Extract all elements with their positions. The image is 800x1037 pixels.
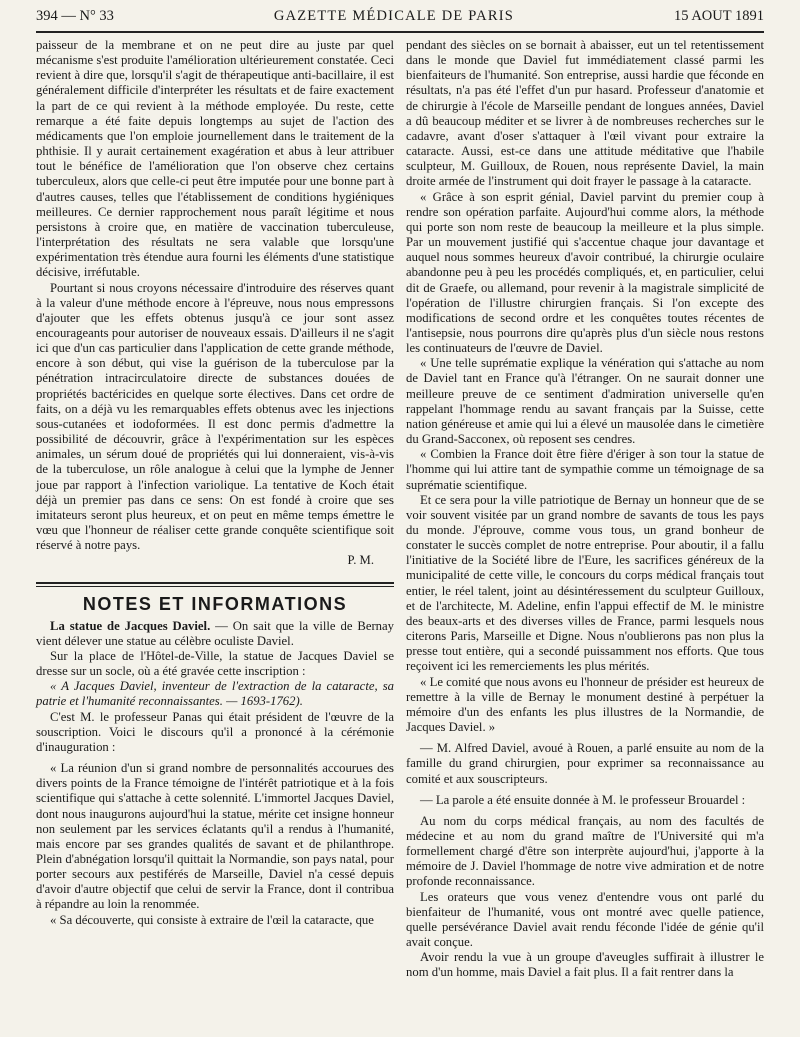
paragraph: Les orateurs que vous venez d'entendre vous ont parlé du bienfaiteur de l'humanité, vous ont montré avec quelle patience, quelle persévérance Daviel avait rendu féconde l'idée de génie qu'il avait conçue. [406,889,764,950]
author-signature: P. M. [347,553,374,568]
paragraph [36,619,394,649]
paragraph: Sur la place de l'Hôtel-de-Ville, la statue de Jacques Daviel se dresse sur un socle, où a été gravée cette inscription : [36,648,394,679]
article-heading: La statue de Jacques Daviel. [50,618,211,633]
paragraph: — M. Alfred Daviel, avoué à Rouen, a parlé ensuite au nom de la famille du grand chirurgien, pour exprimer sa reconnaissance au comité et aux souscripteurs. [406,741,764,786]
paragraph: « Le comité que nous avons eu l'honneur de présider est heureux de remettre à la ville de Bernay le monument destiné à perpétuer la mémoire d'un des enfants les plus illustres de la Normandie, de Jacques Daviel. » [406,674,764,735]
left-column [36,38,394,981]
paragraph: — La parole a été ensuite donnée à M. le professeur Brouardel : [420,792,746,807]
section-divider [36,582,394,587]
paragraph: Pourtant si nous croyons nécessaire d'introduire des réserves quant à la valeur d'une méthode encore à l'épreuve, nous nous empressons d'ajouter que les effets obtenus jusqu'à ce jour sont assez encourageants pour autoriser de nouveaux essais. D'ailleurs il ne s'agit ici que d'un cas particulier dans l'application de cette grande méthode, encore à son début, qui vise la guérison de la tuberculose par la pénétration intracirculatoire directe de substances douées de propriétés bactéricides en quelque sorte électives. Dans cet ordre de faits, on a déjà vu les remarquables effets obtenus avec les injections sous-cutanées et iodoformées. Il est donc permis d'admettre la possibilité de découvrir, grâce à l'expérimentation sur les espèces animales, un sérum doué de propriétés qui lui donneraient, vis-à-vis de la tuberculose, un rôle analogue à celui que la lymphe de Jenner joue par rapport à l'infection variolique. La tentative de Koch était déjà un premier pas dans ce sens: On est fondé à croire que ses imitateurs seront plus heureux, et on peut en même temps émettre le vœu que l'honneur de réaliser cette grande conquête scientifique soit réservé à notre pays. [36,280,394,553]
paragraph: C'est M. le professeur Panas qui était président de l'œuvre de la souscription. Voici le discours qu'il a prononcé à la cérémonie d'inauguration : [36,709,394,754]
paragraph: « Une telle suprématie explique la vénération qui s'attache au nom de Daviel tant en France qu'à l'étranger. On ne saurait donner une meilleure preuve de ce sentiment d'admiration universelle qu'en rappelant l'hommage rendu au savant français par la Suisse, cette nation généreuse et amie qui lui a élevé un mausolée dans le cimetière du Grand-Sacconex, où reposent ses cendres. [406,356,764,447]
journal-title: GAZETTE MÉDICALE DE PARIS [273,8,515,24]
columns [36,38,764,981]
paragraph: Au nom du corps médical français, au nom des facultés de médecine et au nom du grand maître de l'Université qui m'a formellement chargé d'être son interprète aujourd'hui, j'apporte à la mémoire de J. Daviel l'hommage de notre vive admiration et de notre profonde reconnaissance. [406,813,764,889]
paragraph: « Combien la France doit être fière d'ériger à son tour la statue de l'homme qui lui attire tant de sympathie comme un témoignage de sa suprématie scientifique. [406,447,764,492]
paragraph: « Sa découverte, qui consiste à extraire de l'œil la cataracte, que [50,912,374,927]
paragraph: Avoir rendu la vue à un groupe d'aveugles suffirait à illustrer le nom d'un homme, mais Daviel a fait plus. Il a fait rentrer dans la [406,950,764,980]
article-intro: — On sait que la ville de Bernay vient délever une statue au célèbre oculiste Daviel. [36,618,394,648]
right-column [406,38,764,981]
paragraph: pendant des siècles on se bornait à abaisser, eut un tel retentissement dans le monde que Daviel fut immédiatement classé parmi les bienfaiteurs de l'humanité. Son entreprise, aussi hardie que féconde en résultats, n'a pas été l'effet d'un pur hasard. Professeur d'anatomie et de chirurgie à l'école de Marseille pendant de longues années, Daviel a dû beaucoup méditer et se livrer à de nombreuses recherches sur le cadavre, avant d'oser s'attaquer à l'œil vivant pour extraire la cataracte. Aussi, est-ce dans une attitude méditative que l'habile sculpteur, M. Guilloux, de Rouen, nous représente Daviel, la main droite armée de l'instrument qui doit frayer le passage à la cataracte. [406,38,764,189]
page-header [36,8,764,33]
issue-date: 15 AOUT 1891 [674,8,764,24]
section-title: NOTES ET INFORMATIONS [82,594,348,615]
paragraph: « La réunion d'un si grand nombre de personnalités accourues des divers points de la France témoigne de l'intérêt patriotique et à la fois scientifique qui s'attache à cette solennité. L'immortel Jacques Daviel, dont nous inaugurons aujourd'hui la statue, mérite cet insigne honneur non seulement par les services éclatants qu'il a rendus à l'humanité, mais encore par ses grandes qualités de savant et de philanthrope. Plein d'abnégation lorsqu'il quittait la Normandie, son pays natal, pour porter secours aux pestiférés de Marseille, Daviel n'a cessé depuis d'avoir d'autre objectif que celui de servir la France, dont il contribua à répandre au loin la renommée. [36,761,394,912]
paragraph: Et ce sera pour la ville patriotique de Bernay un honneur que de se voir souvent visitée par un grand nombre de savants de tous les pays du monde. J'éprouve, comme vous tous, un grand bonheur de constater le succès complet de notre entreprise. Pour aboutir, il a fallu l'initiative de la Société libre de l'Eure, les sacrifices généreux de la municipalité de cette ville, le concours du corps médical français tout entier, le réel talent, joint au désintéressement du sculpteur Guilloux, et de l'architecte, M. Adeline, enfin l'appui effectif de M. le ministre des beaux-arts et des diverses villes de France, parmi lesquels nous citerons Paris, Marseille et Digne. Nous n'oublierons pas non plus la presse tout entière, qui a secondé puissamment nos efforts. Que tous reçoivent ici les remerciements les plus mérités. [406,492,764,674]
paragraph: paisseur de la membrane et on ne peut dire au juste par quel mécanisme s'est produite l'amélioration ultérieurement constatée. Ceci revient à dire que, lorsqu'il s'agit de thérapeutique anti-bacillaire, il est généralement difficile d'interpréter les résultats et de faire exactement la part de ce qui revient à la méthode employée. Du reste, cette remarque a été faite depuis longtemps au sujet de l'action des médicaments que l'on emploie journellement dans le traitement de la phthisie. Il y aurait certainement exagération et abus à leur attribuer tout le bénéfice de l'amélioration que l'on observe chez certains tuberculeux, alors que celle-ci peut être imputée pour une bonne part à d'autres causes, telles que l'établissement de conditions hygiéniques meilleures. Ce dernier rapprochement nous paraît légitime et nous persistons à croire que, en matière de vaccination tuberculeuse, l'interprétation des résultats ne sera valable que lorsqu'une expérimentation très étendue aura fourni les éléments d'une statistique décisive, irréfutable. [36,38,394,280]
paragraph: « Grâce à son esprit génial, Daviel parvint du premier coup à rendre son opération parfaite. Aujourd'hui comme alors, la méthode qui porte son nom reste de beaucoup la meilleure et la plus simple. Par un mouvement justifié qui s'accentue chaque jour davantage et auquel nous sommes heureux d'avoir contribué, la chirurgie oculaire abandonne peu à peu les procédés compliqués, et, en particulier, celui dit de Graefe, ou allemand, pour revenir à la magistrale simplicité de l'opération de l'illustre chirurgien français. Si l'on excepte des modifications de second ordre et les conquêtes toutes récentes de l'antisepsie, nous pourrons dire qu'après plus d'un siècle nous restons les continuateurs de l'œuvre de Daviel. [406,189,764,356]
page-number: 394 — N° 33 [36,8,114,24]
inscription: « A Jacques Daviel, inventeur de l'extraction de la cataracte, sa patrie et l'humanité reconnaissantes. — 1693-1762). [36,679,394,709]
